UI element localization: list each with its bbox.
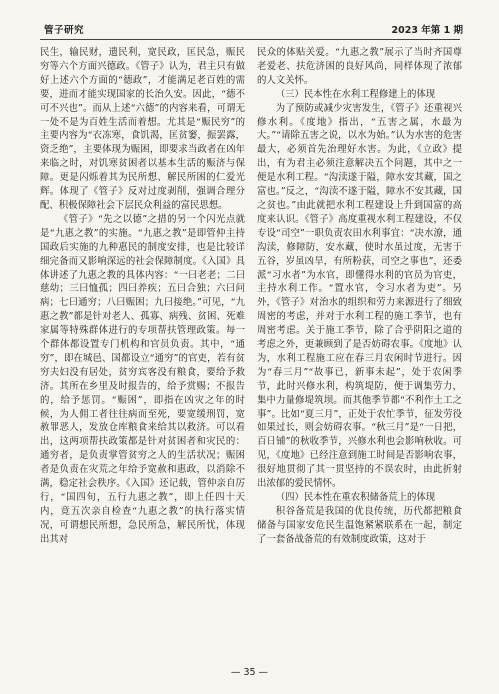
paragraph: 《管子》“先之以德”之措的另一个闪光点就是“九惠之教”的实施。“九惠之教”是即管仲主持国政后实施的九种惠民的制度安排，也是比较详细完备而又影响深远的社会保障制度。《入国》具体讲述了九惠之教的具体内容：“一曰老老；二曰慈幼；三曰恤孤；四曰养疾；五曰合独；六曰问病；七曰通穷；八曰赈困；九曰接绝。”可见，“九惠之教”都是针对老人、孤寡、病残、贫困、死难家属等特殊群体进行的专项帮扶管理政策。每一个群体都设置专门机构和官员负责。其中，“通穷”，即在城邑、国都设立“通穷”的官吏，若有贫穷夫妇没有居处，贫穷宾客没有粮食，要给予救济。其所在乡里及时报告的，给予赏赐；不报告的，给予惩罚。“赈困”，即指在凶灾之年的时候，为人佣工者往往病而至死，要宽缓刑罚，宽赦罪恶人，发放仓库粮食来给其以救济。可以看出，这两项帮扶政策都是针对贫困者和灾民的：通穷者，是负责掌管贫穷之人的生活状况；赈困者是负责在灾荒之年给予宽赦和惠政，以消除不满，稳定社会秩序。《入国》还记载，管仲亲自厉行，“国四旬，五行九惠之教”，即上任四十天内，竟五次亲自检查“九惠之教”的执行落实情况，可谓想民所想，急民所急，解民所忧，体现出其对 <box>40 213 245 545</box>
page-number: — 35 — <box>230 667 269 678</box>
paragraph: 积谷备荒是我国的优良传统，历代都把粮食储备与国家安危民生温饱紧紧联系在一起，制定了一套备战备荒的有效制度政策，这对于 <box>257 505 462 545</box>
running-header <box>0 22 499 38</box>
paragraph: 民众的体贴关爱。“九惠之教”展示了当时齐国尊老爱老、扶危济困的良好风尚，同样体现了浓郁的人文关怀。 <box>257 47 462 86</box>
right-column <box>257 46 462 547</box>
paragraph: 民生，输民财，遗民利，宽民政，匡民急，赈民穷等六个方面兴德政。《管子》认为，君主只有做好上述六个方面的“德政”，才能满足老百姓的需要，进而才能实现国家的长治久安。因此，“德不可不兴也”。而从上述“六德”的内容来看，可谓无一处不是为百姓生活而着想。尤其是“赈民穷”的主要内容为“衣冻寒，食饥渴，匡贫窭，振罢露，资乏绝”，主要体现为赈困，即要求当政者在凶年来临之时，对饥寒贫困者以基本生活的赈济与保障。更是闪烁着其为民所想、解民所困的仁爱光辉。体现了《管子》反对过度剥削，强调合理分配、积极保障社会下层民众利益的富民思想。 <box>40 47 245 211</box>
journal-title: 管子研究 <box>44 25 85 36</box>
left-column <box>40 46 245 547</box>
paragraph: 为了预防或减少灾害发生，《管子》还重视兴修水利。《度地》指出，“五害之属，水最为大。”“请除五害之说，以水为始。”认为水害的危害最大，必须首先治理好水害。为此，《立政》提出，有为君主必须注意解决五个问题，其中之一便是水利工程。“沟渎遂于隘，障水安其藏，国之富也。”反之，“沟渎不遂于隘，障水不安其藏，国之贫也。”由此就把水利工程建设上升到国富的高度来认识。《管子》高度重视水利工程建设，不仅专设“司空”一职负责农田水利事宜：“决水潦，通沟渎，修障防，安水藏，使时水虽过度，无害于五谷，岁虽凶旱，有所粉获，司空之事也”，还委派“习水者”为水官，即懂得水利的官员为官吏，主持水利工作。“置水官，令习水者为吏”。另外，《管子》对治水的组织和劳力来源进行了细致周密的考虑，并对于水利工程的施工季节，也有周密考虑。关于施工季节，除了合乎阴阳之道的考虑之外，更兼顾到了是否妨碍农事。《度地》认为，水利工程施工应在春三月农闲时节进行。因为“春三月”“故事已，新事未起”，处于农闲季节，此时兴修水利，构筑堤防，便于调集劳力，集中力量修堤筑坝。而其他季节都“不利作土工之事”。比如“夏三月”，正处于农忙季节，征发劳役如果过长，则会妨碍农事。“秋三月”是“一日把，百日铺”的秋收季节，兴修水利也会影响秋收。可见，《度地》已经注意到施工时间是否影响农事，很好地贯彻了其一贯坚持的不误农时，由此折射出浓郁的爱民情怀。 <box>257 102 462 490</box>
section-heading: （四）民本性在重农积储备荒上的体现 <box>275 492 436 503</box>
issue-label: 2023 年第 1 期 <box>391 25 463 36</box>
header-rule <box>40 39 460 40</box>
section-heading: （三）民本性在水利工程修建上的体现 <box>275 88 436 100</box>
